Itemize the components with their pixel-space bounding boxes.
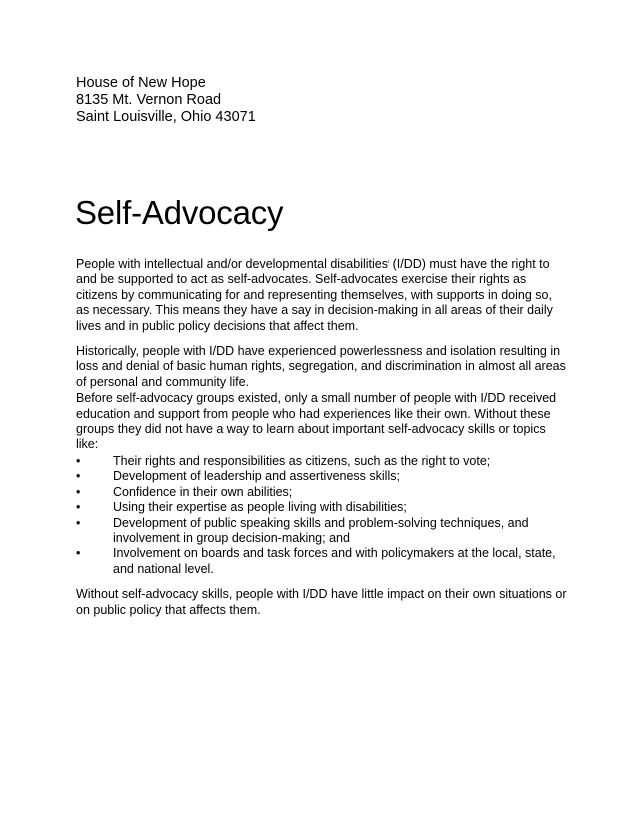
address-organization: House of New Hope — [76, 75, 206, 91]
footnote-marker: i — [388, 258, 390, 265]
bullet-icon: • — [76, 546, 81, 561]
list-item — [76, 546, 568, 577]
list-item — [76, 469, 568, 484]
list-item — [76, 485, 568, 500]
paragraph-intro-start: People with intellectual and/or developmental disabilities — [76, 257, 388, 271]
document-body — [76, 257, 568, 618]
bullet-icon: • — [76, 453, 81, 468]
bullet-icon: • — [76, 515, 81, 530]
list-item-text: Development of public speaking skills and problem-solving techniques, and involvement in group decision-making; and — [113, 515, 529, 545]
list-item-text: Development of leadership and assertiveness skills; — [113, 469, 400, 484]
paragraph-intro-rest: (I/DD) must have the right to and be supported to act as self-advocates. Self-advocates exercise their rights as citizens by communicating for and representing themselves, with supports in doing so, as necessary. This means they have a say in decision-making in all areas of their daily lives and in public policy decisions that affect them. — [76, 257, 553, 333]
paragraph-intro — [76, 257, 568, 334]
paragraph-groups: Before self-advocacy groups existed, only a small number of people with I/DD received education and support from people who had experiences like their own. Without these groups they did not have a way to learn about important self-advocacy skills or topics like: — [76, 391, 557, 452]
list-item-text: Confidence in their own abilities; — [113, 484, 293, 499]
paragraph-conclusion: Without self-advocacy skills, people with I/DD have little impact on their own situations or on public policy that affects them. — [76, 587, 567, 617]
list-item-text: Their rights and responsibilities as citizens, such as the right to vote; — [113, 453, 491, 468]
paragraph-history: Historically, people with I/DD have experienced powerlessness and isolation resulting in loss and denial of basic human rights, segregation, and discrimination in almost all areas of personal and community life. — [76, 344, 566, 389]
list-item-text: Involvement on boards and task forces and with policymakers at the local, state, and national level. — [113, 546, 556, 576]
topics-list — [76, 454, 568, 577]
address-street: 8135 Mt. Vernon Road — [76, 92, 222, 108]
list-item — [76, 454, 568, 469]
bullet-icon: • — [76, 500, 81, 515]
list-item-text: Using their expertise as people living with disabilities; — [113, 500, 407, 515]
list-item — [76, 516, 568, 547]
page-title: Self-Advocacy — [75, 194, 284, 231]
address-block — [76, 75, 256, 126]
address-city-state-zip: Saint Louisville, Ohio 43071 — [76, 109, 256, 125]
list-item — [76, 500, 568, 515]
bullet-icon: • — [76, 484, 81, 499]
bullet-icon: • — [76, 469, 81, 484]
